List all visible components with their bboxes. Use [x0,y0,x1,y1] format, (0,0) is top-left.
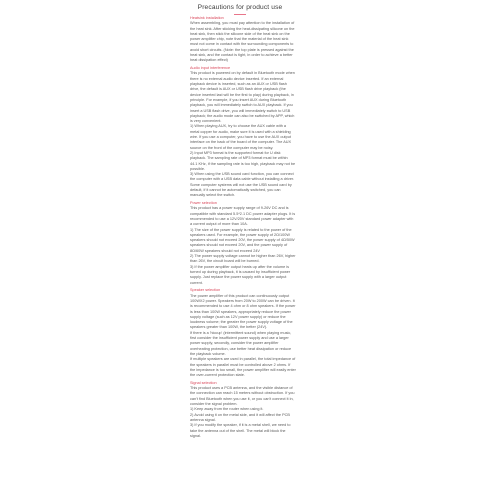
power-paragraph: 2) The power supply voltage cannot be higher than 26V, higher than 26V, the circuit board will be burned. [190,254,296,264]
document-body [190,16,296,442]
section-heading-heatsink: Heatsink installation [190,16,224,20]
signal-paragraph: 2) Avoid using it on the metal side, and it will affect the PCB antenna signal. [190,412,290,422]
power-paragraph: 3) If the power amplifier output heats up after the volume is turned up during playback, it is caused by insufficient power supply. Just replace the power supply with a larger output current. [190,264,291,285]
audio-paragraph: This product is powered on by default in Bluetooth mode when there is no external audio device inserted. If an external playback device is inserted, such as an AUX or USB flash drive, the default is AUX or USB flash drive playback (the device inserted last will be the first to play) during playback, in principle. For example, if you insert AUX during Bluetooth playback, you will immediately switch to AUX playback. If you insert a USB flash drive, you will immediately switch to USB playback; the audio mode can also be switched by APP, which is very convenient. [190,71,295,124]
section-heading-signal: Signal selection [190,380,217,385]
section-heatsink [190,16,296,64]
signal-paragraph: This product uses a PCB antenna, and the visible distance of the connection can reach 15 meters without obstruction. If you can't find Bluetooth when you use it, or you can't connect it in, consider the signal problem. [190,386,295,407]
heatsink-paragraph: When assembling, you must pay attention to the installation of the heat sink. After sticking the heat-dissipating silicone on the heat sink, then stick the silicone side of the heat sink on the power amplifier chip, note that the material of the heat sink must not come in contact with the surrounding components to avoid short circuits. (Note: the top plate is pressed against the heat sink, and the contact is tight, in order to achieve a better heat dissipation effect) [190,21,295,63]
title-divider [234,14,246,15]
section-audio [190,66,296,198]
page-title: Precautions for product use [197,4,283,11]
power-paragraph: 1) The size of the power supply is related to the power of the speakers used. For example, the power supply of 2Ω/100W speakers should not exceed 20V, the power supply of 4Ω/50W speakers should not exceed 20V, and the power supply of 8Ω/60W speakers should not exceed 24V [190,227,295,253]
section-heading-speaker: Speaker selection [190,288,221,293]
power-paragraph: This product has a power supply range of 9-26V DC and is compatible with standard 5.5*2.1 DC power adapter plugs. It is recommended to use a 12V/20V standard power adapter with a current output of more than 10A. [190,206,296,227]
section-heading-power: Power selection [190,201,217,206]
audio-paragraph: 2) Input MP3 format is the supported format for U disk playback. The sampling rate of MP3 format must be within 44.1 KHz, if the sampling rate is too high, playback may not be possible. [190,150,296,171]
section-speaker [190,288,296,378]
speaker-paragraph: If multiple speakers are used in parallel, the total impedance of the speakers in parallel must be controlled above 2 ohms. If the impedance is too small, the power amplifier will easily enter the over-current protection state. [190,357,296,378]
section-signal [190,381,296,439]
signal-paragraph: 1) Keep away from the router when using it. [190,407,264,412]
signal-paragraph: 3) If you modify the speaker, if it is a metal shell, we need to take the antenna out of the shell. The metal will block the signal. [190,423,291,438]
speaker-paragraph: The power amplifier of this product can continuously output 100WX2 power. Speakers from 20W to 200W can be driven. It is recommended to use 4 ohm or 8 ohm speakers. If the power is less than 100W speakers, appropriately reduce the power supply voltage (such as 12V power supply) or reduce the loudness volume; the greater the power supply voltage of the speakers greater than 100W, the better (24V). [190,293,296,330]
section-power [190,201,296,286]
speaker-paragraph: If there is a 'hiccup' (intermittent sound) when playing music, first consider the insufficient power supply and use a larger power supply, secondly, consider the power amplifier overheating protection, use better heat dissipation or reduce the playback volume. [190,330,292,356]
audio-paragraph: 3) When using the USB sound card function, you can connect the computer with a USB data cable without installing a driver. Some computer systems will not use the USB sound card by default, if it cannot be automatically switched, you can manually select the switch. [190,172,295,198]
section-heading-audio: Audio input interference [190,66,231,71]
audio-paragraph: 1) When playing AUX, try to choose the AUX cable with a metal copper for audio, make sure it is used with a shielding wire. If you use a computer, you have to use the AUX output interface on the back of the board of the computer. The AUX source on the front of the computer may be noisy. [190,124,292,150]
